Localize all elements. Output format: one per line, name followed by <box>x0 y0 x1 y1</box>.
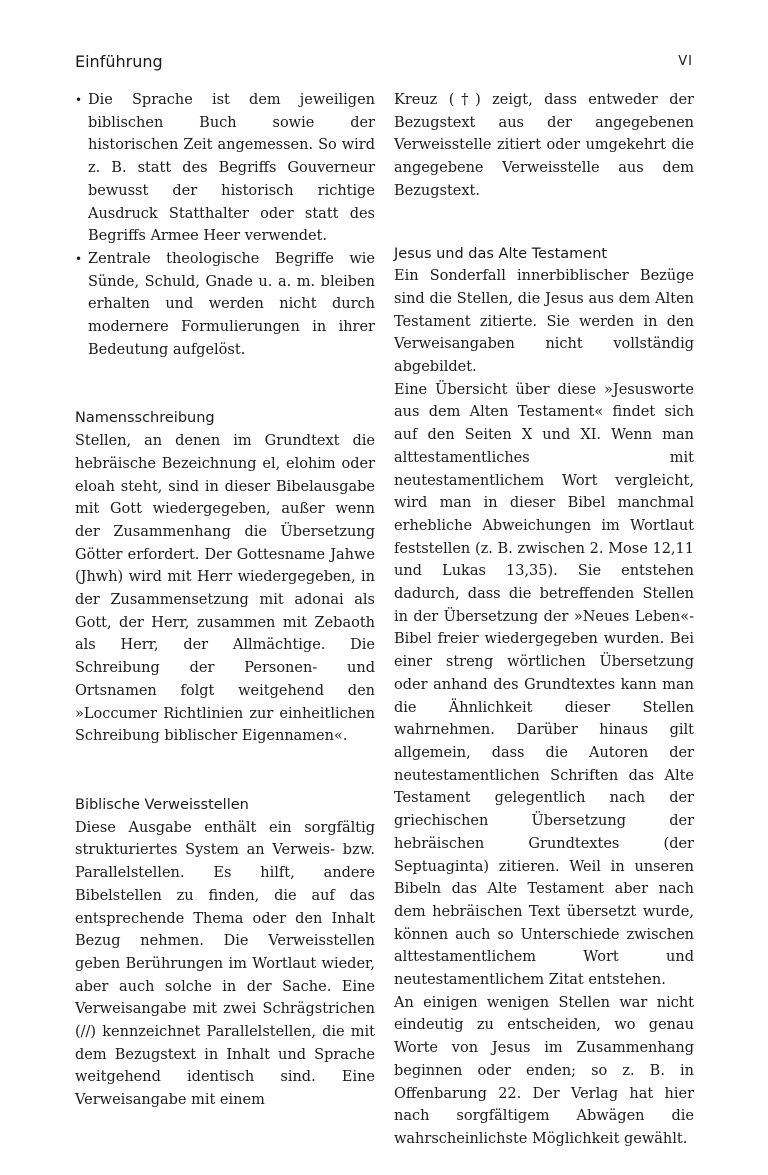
section-text-namensschreibung: Stellen, an denen im Grundtext die hebräische Bezeichnung el, elohim oder eloah steht, sind in dieser Bibelausgabe mit Gott wiedergegeben, außer wenn der Zusammenhang die Übersetzung Götter erfordert. Der Gottesname Jahwe (Jhwh) wird mit Herr wiedergegeben, in der Zusammensetzung mit adonai als Gott, der Herr, zusammen mit Zebaoth als Herr, der Allmächtige. Die Schreibung der Personen- und Ortsnamen folgt weitgehend den »Loccumer Richtlinien zur einheitlichen Schreibung biblischer Eigennamen«. <box>75 433 375 745</box>
bullet-list <box>75 89 375 361</box>
section-paragraph-2: Eine Übersicht über diese »Jesusworte aus dem Alten Testament« findet sich auf den Seiten X und XI. Wenn man alttestamentliches mit neutestamentlichem Wort vergleicht, wird man in dieser Bibel manchmal erhebliche Abweichungen im Wortlaut feststellen (z. B. zwischen 2. Mose 12,11 und Lukas 13,35). Sie entstehen dadurch, dass die betreffenden Stellen in der Übersetzung der »Neues Leben«-Bibel freier wiedergegeben wurden. Bei einer streng wörtlichen Übersetzung oder anhand des Grundtextes kann man die Ähnlichkeit dieser Stellen wahrnehmen. Darüber hinaus gilt allgemein, dass die Autoren der neutestamentlichen Schriften das Alte Testament gelegentlich nach der griechischen Übersetzung der hebräischen Grundtextes (der Septuaginta) zitieren. Weil in unseren Bibeln das Alte Testament aber nach dem hebräischen Text übersetzt wurde, können auch so Unterschiede zwischen alttestamentlichem Wort und neutestamentlichem Zitat entstehen. <box>394 381 694 989</box>
section-heading-jesus: Jesus und das Alte Testament <box>394 245 608 262</box>
bullet-icon: • <box>75 251 83 266</box>
section-paragraph-1: Ein Sonderfall innerbiblischer Bezüge sind die Stellen, die Jesus aus dem Alten Testament zitierte. Sie werden in den Verweisangaben nicht vollständig abgebildet. <box>394 268 694 376</box>
left-column <box>75 89 375 1112</box>
page-header <box>75 52 693 76</box>
list-item: • Die Sprache ist dem jeweiligen biblischen Buch sowie der historischen Zeit angemessen. So wird z. B. statt des Begriffs Gouverneur bewusst der historisch richtige Ausdruck Statthalter oder statt des Begriffs Armee Heer verwendet. <box>75 89 375 248</box>
page-number: VI <box>678 54 693 69</box>
right-column <box>394 89 694 1151</box>
running-title: Einführung <box>75 52 163 71</box>
list-item: • Zentrale theologische Begriffe wie Sünde, Schuld, Gnade u. a. m. bleiben erhalten und werden nicht durch modernere Formulierungen in ihrer Bedeutung aufgelöst. <box>75 248 375 362</box>
section-text-verweisstellen: Diese Ausgabe enthält ein sorgfältig strukturiertes System an Verweis- bzw. Parallelstellen. Es hilft, andere Bibelstellen zu finden, die auf das entsprechende Thema oder den Inhalt Bezug nehmen. Die Verweisstellen geben Berührungen im Wortlaut wieder, aber auch solche in der Sache. Eine Verweisangabe mit zwei Schrägstrichen (//) kennzeichnet Parallelstellen, die mit dem Bezugstext in Inhalt und Sprache weitgehend identisch sind. Eine Verweisangabe mit einem <box>75 819 375 1109</box>
continuation-text: Kreuz (†) zeigt, dass entweder der Bezugstext aus der angegebenen Verweisstelle zitiert oder umgekehrt die angegebene Verweisstelle aus dem Bezugstext. <box>394 92 694 199</box>
section-paragraph-3: An einigen wenigen Stellen war nicht eindeutig zu entscheiden, wo genau Worte von Jesus im Zusammenhang beginnen oder enden; so z. B. in Offenbarung 22. Der Verlag hat hier nach sorgfältigem Abwägen die wahrscheinlichste Möglichkeit gewählt. <box>394 994 694 1147</box>
bullet-icon: • <box>75 93 83 107</box>
section-heading-namensschreibung: Namensschreibung <box>75 410 215 427</box>
section-heading-verweisstellen: Biblische Verweisstellen <box>75 796 249 813</box>
